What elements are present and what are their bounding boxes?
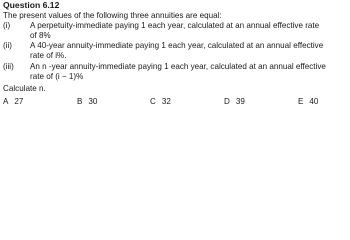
item-text-line: An n -year annuity-immediate paying 1 each year, calculated at an annual effective [30, 62, 326, 71]
item-number: (i) [3, 21, 11, 30]
answer-option-e[interactable] [298, 97, 318, 107]
answer-option-d[interactable] [224, 97, 245, 107]
answer-value: 27 [14, 97, 24, 106]
answer-value: 39 [235, 97, 245, 106]
answer-option-b[interactable] [77, 97, 97, 107]
question-title: Question 6.12 [3, 0, 60, 10]
item-text-line: rate of (i − 1)% [30, 72, 84, 81]
calculate-prompt: Calculate n. [3, 84, 46, 93]
item-text [30, 21, 347, 41]
answer-value: 40 [309, 97, 319, 106]
item-text-line: A 40-year annuity-immediate paying 1 each year, calculated at an annual effective [30, 41, 324, 50]
answer-value: 32 [161, 97, 171, 106]
item-number: (iii) [3, 62, 14, 71]
item-number: (ii) [3, 41, 12, 50]
answer-letter: A [3, 97, 9, 106]
item-text [30, 62, 347, 82]
answer-value: 30 [88, 97, 98, 106]
item-text-line: rate of i%. [30, 51, 67, 60]
answer-letter: C [150, 97, 156, 106]
answer-option-a[interactable] [3, 97, 23, 107]
item-text-line: A perpetuity-immediate paying 1 each year, calculated at an annual effective rate [30, 21, 320, 30]
question-page [0, 0, 350, 110]
item-text [30, 41, 347, 61]
answer-option-c[interactable] [150, 97, 171, 107]
answer-letter: E [298, 97, 304, 106]
question-intro: The present values of the following three annuities are equal: [3, 11, 222, 20]
item-text-line: of 8% [30, 31, 51, 40]
answer-letter: B [77, 97, 83, 106]
answer-letter: D [224, 97, 230, 106]
